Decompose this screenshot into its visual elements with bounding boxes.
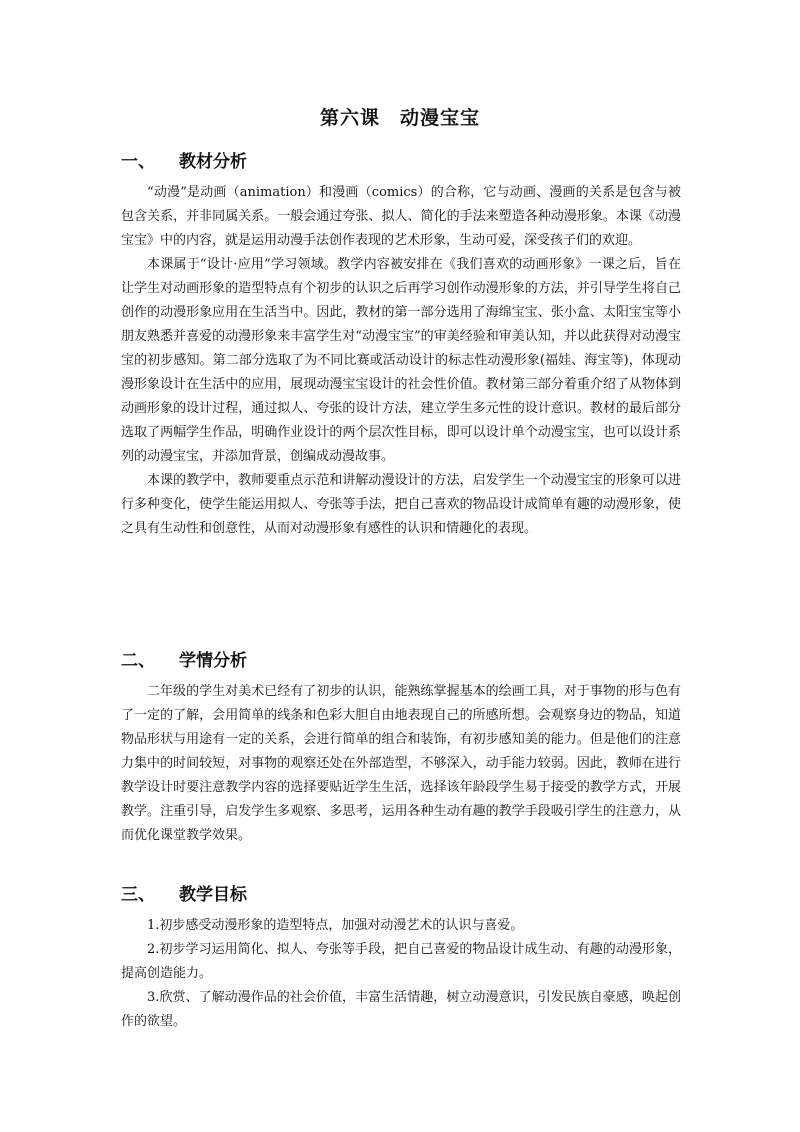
- paragraph: 2.初步学习运用简化、拟人、夸张等手段，把自己喜爱的物品设计成生动、有趣的动漫形象，提高创造能力。: [121, 942, 681, 981]
- section-body-1: [121, 181, 681, 541]
- document-title: 第六课 动漫宝宝: [319, 107, 480, 129]
- section-title: 教材分析: [179, 152, 247, 172]
- paragraph: 1.初步感受动漫形象的造型特点，加强对动漫艺术的认识与喜爱。: [147, 918, 524, 933]
- section-heading-1: [121, 149, 247, 175]
- paragraph: 本课的教学中，教师要重点示范和讲解动漫设计的方法，启发学生一个动漫宝宝的形象可以进行多种变化，使学生能运用拟人、夸张等手法，把自己喜欢的物品设计成简单有趣的动漫形象，使之具有生动性和创意性，从而对动漫形象有感性的认识和情趣化的表现。: [121, 473, 681, 536]
- paragraph: 本课属于“设计·应用”学习领域。教学内容被安排在《我们喜欢的动画形象》一课之后，旨在让学生对动画形象的造型特点有个初步的认识之后再学习创作动漫形象的方法，并引导学生将自己创作的动漫形象应用在生活当中。因此，教材的第一部分选用了海绵宝宝、张小盒、太阳宝宝等小朋友熟悉并喜爱的动漫形象来丰富学生对“动漫宝宝”的审美经验和审美认知，并以此获得对动漫宝宝的初步感知。第二部分选取了为不同比赛或活动设计的标志性动漫形象(福娃、海宝等)，体现动漫形象设计在生活中的应用，展现动漫宝宝设计的社会性价值。教材第三部分着重介绍了从物体到动画形象的设计过程，通过拟人、夸张的设计方法，建立学生多元性的设计意识。教材的最后部分选取了两幅学生作品，明确作业设计的两个层次性目标，即可以设计单个动漫宝宝，也可以设计系列的动漫宝宝，并添加背景，创编成动漫故事。: [121, 257, 681, 464]
- section-number: 一、: [121, 152, 155, 172]
- section-title: 学情分析: [179, 651, 247, 671]
- section-heading-3: [121, 882, 247, 908]
- paragraph: 二年级的学生对美术已经有了初步的认识，能熟练掌握基本的绘画工具，对于事物的形与色有了一定的了解，会用简单的线条和色彩大胆自由地表现自己的所感所想。会观察身边的物品，知道物品形状与用途有一定的关系，会进行简单的组合和装饰，有初步感知美的能力。但是他们的注意力集中的时间较短，对事物的观察还处在外部造型，不够深入，动手能力较弱。因此，教师在进行教学设计时要注意教学内容的选择要贴近学生生活，选择该年龄段学生易于接受的教学方式，开展教学。注重引导，启发学生多观察、多思考，运用各种生动有趣的教学手段吸引学生的注意力，从而优化课堂教学效果。: [121, 684, 681, 843]
- section-title: 教学目标: [179, 885, 247, 905]
- paragraph: 3.欣赏、了解动漫作品的社会价值，丰富生活情趣，树立动漫意识，引发民族自豪感，唤起创作的欲望。: [121, 990, 681, 1029]
- section-body-2: [121, 680, 681, 848]
- section-number: 三、: [121, 885, 155, 905]
- section-heading-2: [121, 648, 247, 674]
- section-number: 二、: [121, 651, 155, 671]
- section-body-3: [121, 914, 681, 1034]
- paragraph: “动漫”是动画（animation）和漫画（comics）的合称，它与动画、漫画的关系是包含与被包含关系，并非同属关系。一般会通过夸张、拟人、简化的手法来塑造各种动漫形象。本课《动漫宝宝》中的内容，就是运用动漫手法创作表现的艺术形象，生动可爱，深受孩子们的欢迎。: [121, 185, 681, 248]
